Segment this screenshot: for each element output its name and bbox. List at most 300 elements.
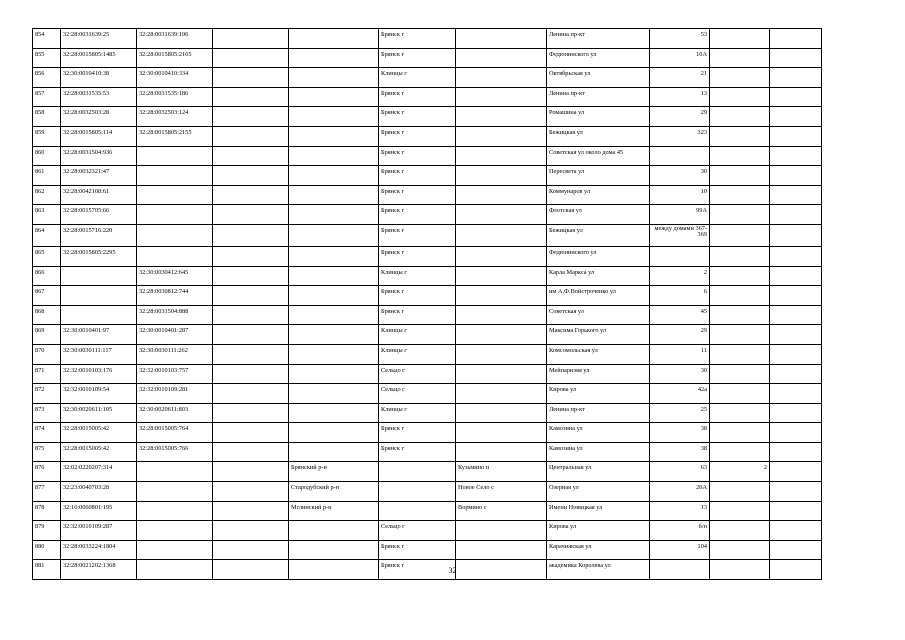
cell-house: 99А bbox=[650, 205, 710, 225]
cell-city: Клинцы г bbox=[379, 344, 456, 364]
cell-cadastral-number: 32:28:0015005:42 bbox=[61, 442, 137, 462]
cell-settlement bbox=[456, 286, 547, 306]
cell-row-number: 868 bbox=[33, 305, 61, 325]
cell-row-number: 854 bbox=[33, 29, 61, 49]
cell-object-cadastral-number: 32:28:0015005:766 bbox=[137, 442, 213, 462]
cell-settlement bbox=[456, 442, 547, 462]
cell-city: Брянск г bbox=[379, 29, 456, 49]
cell-building bbox=[710, 423, 770, 443]
cell-settlement bbox=[456, 521, 547, 541]
cell-col-11 bbox=[770, 146, 822, 166]
cell-house: 63 bbox=[650, 462, 710, 482]
cell-object-cadastral-number: 32:28:0015805:2165 bbox=[137, 48, 213, 68]
cell-street: Ромашина ул bbox=[547, 107, 650, 127]
cell-col-4 bbox=[213, 266, 289, 286]
cell-city: Сельцо г bbox=[379, 384, 456, 404]
cell-col-4 bbox=[213, 325, 289, 345]
cell-district bbox=[289, 442, 379, 462]
cell-row-number: 871 bbox=[33, 364, 61, 384]
cell-city: Брянск г bbox=[379, 87, 456, 107]
table-row bbox=[33, 540, 822, 560]
cell-object-cadastral-number: 32:28:0030812:744 bbox=[137, 286, 213, 306]
cell-house: б/н bbox=[650, 521, 710, 541]
cell-settlement bbox=[456, 305, 547, 325]
cell-district: Стародубский р-н bbox=[289, 482, 379, 502]
cell-house: 29 bbox=[650, 325, 710, 345]
cell-house: 30 bbox=[650, 166, 710, 186]
cell-object-cadastral-number: 32:28:0015805:2155 bbox=[137, 126, 213, 146]
cell-col-4 bbox=[213, 403, 289, 423]
cell-settlement bbox=[456, 344, 547, 364]
cell-street: Комсомольская ул bbox=[547, 344, 650, 364]
cell-col-11 bbox=[770, 266, 822, 286]
cell-district bbox=[289, 364, 379, 384]
cell-cadastral-number: 32:28:0015805:114 bbox=[61, 126, 137, 146]
cell-cadastral-number: 32:28:0032321:47 bbox=[61, 166, 137, 186]
cell-house: между домами 367-369 bbox=[650, 224, 710, 246]
cell-district bbox=[289, 266, 379, 286]
cell-building bbox=[710, 540, 770, 560]
table-row bbox=[33, 325, 822, 345]
table-row bbox=[33, 501, 822, 521]
cell-district bbox=[289, 146, 379, 166]
cell-object-cadastral-number bbox=[137, 462, 213, 482]
cell-street: Максима Горького ул bbox=[547, 325, 650, 345]
cell-col-11 bbox=[770, 48, 822, 68]
cell-cadastral-number: 32:30:0020611:105 bbox=[61, 403, 137, 423]
table-row bbox=[33, 266, 822, 286]
cell-row-number: 876 bbox=[33, 462, 61, 482]
cell-street: Федюнинского ул bbox=[547, 246, 650, 266]
cell-building bbox=[710, 166, 770, 186]
cell-city bbox=[379, 462, 456, 482]
cell-house bbox=[650, 146, 710, 166]
cell-object-cadastral-number bbox=[137, 185, 213, 205]
cell-col-4 bbox=[213, 48, 289, 68]
cell-col-11 bbox=[770, 501, 822, 521]
cell-city: Брянск г bbox=[379, 126, 456, 146]
cell-settlement bbox=[456, 29, 547, 49]
cell-house: 42а bbox=[650, 384, 710, 404]
cell-object-cadastral-number: 32:30:0020611:803 bbox=[137, 403, 213, 423]
cell-street: Октябрьская ул bbox=[547, 68, 650, 88]
cell-building bbox=[710, 344, 770, 364]
cell-cadastral-number: 32:28:0031504:936 bbox=[61, 146, 137, 166]
cell-house: 30 bbox=[650, 364, 710, 384]
cell-row-number: 866 bbox=[33, 266, 61, 286]
cell-house: 11 bbox=[650, 344, 710, 364]
cell-cadastral-number: 32:30:0030111:117 bbox=[61, 344, 137, 364]
cell-col-11 bbox=[770, 521, 822, 541]
cell-col-11 bbox=[770, 87, 822, 107]
cell-district bbox=[289, 87, 379, 107]
table-row bbox=[33, 423, 822, 443]
cell-city: Клинцы г bbox=[379, 325, 456, 345]
cell-cadastral-number: 32:23:0040703:28 bbox=[61, 482, 137, 502]
cell-street: Советская ул около дома 45 bbox=[547, 146, 650, 166]
cell-street: Озерная ул bbox=[547, 482, 650, 502]
cell-row-number: 858 bbox=[33, 107, 61, 127]
cell-settlement bbox=[456, 266, 547, 286]
cell-settlement bbox=[456, 185, 547, 205]
cell-house: 21 bbox=[650, 68, 710, 88]
cell-cadastral-number: 32:28:0042108:61 bbox=[61, 185, 137, 205]
cell-street: Федюнинского ул bbox=[547, 48, 650, 68]
cell-city: Клинцы г bbox=[379, 68, 456, 88]
cell-settlement bbox=[456, 126, 547, 146]
cell-row-number: 857 bbox=[33, 87, 61, 107]
cell-col-4 bbox=[213, 205, 289, 225]
cell-settlement bbox=[456, 403, 547, 423]
cell-city: Клинцы г bbox=[379, 403, 456, 423]
cell-col-11 bbox=[770, 384, 822, 404]
page-number: 32 bbox=[448, 566, 457, 575]
cell-building: 2 bbox=[710, 462, 770, 482]
registry-table bbox=[32, 28, 822, 580]
cell-street: Мейпариэвя ул bbox=[547, 364, 650, 384]
cell-settlement bbox=[456, 146, 547, 166]
cell-cadastral-number bbox=[61, 286, 137, 306]
cell-city: Клинцы г bbox=[379, 266, 456, 286]
cell-street: Коммунаров ул bbox=[547, 185, 650, 205]
table-row bbox=[33, 107, 822, 127]
table-row bbox=[33, 48, 822, 68]
cell-object-cadastral-number bbox=[137, 146, 213, 166]
cell-house: 2 bbox=[650, 266, 710, 286]
cell-col-11 bbox=[770, 29, 822, 49]
cell-row-number: 865 bbox=[33, 246, 61, 266]
table-row bbox=[33, 364, 822, 384]
cell-house: 13 bbox=[650, 501, 710, 521]
cell-col-4 bbox=[213, 185, 289, 205]
cell-street: Кирова ул bbox=[547, 521, 650, 541]
cell-house: 13 bbox=[650, 87, 710, 107]
cell-street: академика Королева ул bbox=[547, 560, 650, 580]
cell-building bbox=[710, 403, 770, 423]
cell-col-11 bbox=[770, 364, 822, 384]
cell-row-number: 859 bbox=[33, 126, 61, 146]
cell-col-4 bbox=[213, 482, 289, 502]
cell-cadastral-number: 32:28:0015805:1485 bbox=[61, 48, 137, 68]
cell-col-11 bbox=[770, 442, 822, 462]
cell-cadastral-number: 32:32:0010109:287 bbox=[61, 521, 137, 541]
cell-cadastral-number: 32:28:0031639:25 bbox=[61, 29, 137, 49]
cell-city: Брянск г bbox=[379, 540, 456, 560]
cell-col-4 bbox=[213, 107, 289, 127]
cell-building bbox=[710, 146, 770, 166]
table-row bbox=[33, 286, 822, 306]
cell-row-number: 874 bbox=[33, 423, 61, 443]
table-row bbox=[33, 246, 822, 266]
cell-col-4 bbox=[213, 423, 289, 443]
cell-col-11 bbox=[770, 107, 822, 127]
table-row bbox=[33, 126, 822, 146]
cell-col-4 bbox=[213, 540, 289, 560]
cell-row-number: 855 bbox=[33, 48, 61, 68]
cell-district bbox=[289, 403, 379, 423]
cell-col-11 bbox=[770, 224, 822, 246]
cell-object-cadastral-number bbox=[137, 482, 213, 502]
cell-col-4 bbox=[213, 305, 289, 325]
cell-street: Ленина пр-кт bbox=[547, 29, 650, 49]
cell-building bbox=[710, 364, 770, 384]
cell-col-4 bbox=[213, 146, 289, 166]
cell-row-number: 875 bbox=[33, 442, 61, 462]
cell-col-4 bbox=[213, 442, 289, 462]
cell-col-11 bbox=[770, 185, 822, 205]
cell-city: Сельцо г bbox=[379, 521, 456, 541]
cell-row-number: 862 bbox=[33, 185, 61, 205]
cell-object-cadastral-number: 32:32:0010109:281 bbox=[137, 384, 213, 404]
table-row bbox=[33, 87, 822, 107]
table-row bbox=[33, 384, 822, 404]
cell-city: Брянск г bbox=[379, 146, 456, 166]
cell-house bbox=[650, 246, 710, 266]
cell-col-11 bbox=[770, 166, 822, 186]
cell-col-4 bbox=[213, 462, 289, 482]
cell-col-4 bbox=[213, 126, 289, 146]
cell-city: Брянск г bbox=[379, 205, 456, 225]
cell-settlement bbox=[456, 364, 547, 384]
cell-settlement: Кузьмино п bbox=[456, 462, 547, 482]
cell-street: им А.Ф.Войстроченко ул bbox=[547, 286, 650, 306]
cell-cadastral-number: 32:30:0010410:38 bbox=[61, 68, 137, 88]
cell-settlement bbox=[456, 48, 547, 68]
cell-building bbox=[710, 501, 770, 521]
cell-district bbox=[289, 126, 379, 146]
cell-street: Ленина пр-кт bbox=[547, 403, 650, 423]
cell-city: Брянск г bbox=[379, 166, 456, 186]
cell-city: Брянск г bbox=[379, 442, 456, 462]
cell-settlement bbox=[456, 540, 547, 560]
cell-district bbox=[289, 205, 379, 225]
cell-col-11 bbox=[770, 68, 822, 88]
cell-house: 25 bbox=[650, 403, 710, 423]
cell-col-4 bbox=[213, 29, 289, 49]
cell-settlement: Вормино с bbox=[456, 501, 547, 521]
cell-city: Брянск г bbox=[379, 560, 456, 580]
table-row bbox=[33, 29, 822, 49]
cell-street: Карла Маркса ул bbox=[547, 266, 650, 286]
cell-object-cadastral-number: 32:28:0031504:888 bbox=[137, 305, 213, 325]
table-row bbox=[33, 344, 822, 364]
table-row bbox=[33, 146, 822, 166]
cell-row-number: 877 bbox=[33, 482, 61, 502]
cell-col-4 bbox=[213, 364, 289, 384]
cell-col-4 bbox=[213, 166, 289, 186]
cell-district bbox=[289, 305, 379, 325]
cell-object-cadastral-number: 32:28:0031535:186 bbox=[137, 87, 213, 107]
cell-house: 29 bbox=[650, 107, 710, 127]
cell-building bbox=[710, 266, 770, 286]
cell-object-cadastral-number: 32:30:0030111:262 bbox=[137, 344, 213, 364]
cell-building bbox=[710, 87, 770, 107]
cell-district bbox=[289, 521, 379, 541]
cell-district bbox=[289, 325, 379, 345]
cell-col-4 bbox=[213, 521, 289, 541]
cell-object-cadastral-number: 32:30:0010410:334 bbox=[137, 68, 213, 88]
cell-building bbox=[710, 286, 770, 306]
cell-house: 38 bbox=[650, 423, 710, 443]
table-row bbox=[33, 403, 822, 423]
cell-district bbox=[289, 224, 379, 246]
cell-district bbox=[289, 107, 379, 127]
cell-building bbox=[710, 126, 770, 146]
cell-object-cadastral-number bbox=[137, 246, 213, 266]
table-row bbox=[33, 224, 822, 246]
cell-object-cadastral-number: 32:32:0010103:757 bbox=[137, 364, 213, 384]
cell-cadastral-number: 32:28:0031535:53 bbox=[61, 87, 137, 107]
cell-row-number: 870 bbox=[33, 344, 61, 364]
table-row bbox=[33, 462, 822, 482]
cell-city bbox=[379, 501, 456, 521]
cell-col-11 bbox=[770, 286, 822, 306]
cell-col-4 bbox=[213, 286, 289, 306]
cell-row-number: 856 bbox=[33, 68, 61, 88]
cell-district bbox=[289, 344, 379, 364]
table-row bbox=[33, 442, 822, 462]
cell-settlement: Новое Село с bbox=[456, 482, 547, 502]
cell-settlement bbox=[456, 107, 547, 127]
table-row bbox=[33, 185, 822, 205]
cell-building bbox=[710, 68, 770, 88]
cell-object-cadastral-number bbox=[137, 224, 213, 246]
cell-cadastral-number: 32:30:0010401:97 bbox=[61, 325, 137, 345]
table-row bbox=[33, 166, 822, 186]
cell-object-cadastral-number bbox=[137, 166, 213, 186]
cell-settlement bbox=[456, 205, 547, 225]
table-row bbox=[33, 482, 822, 502]
cell-district bbox=[289, 246, 379, 266]
cell-col-11 bbox=[770, 126, 822, 146]
cell-city: Брянск г bbox=[379, 224, 456, 246]
cell-street: Центральная ул bbox=[547, 462, 650, 482]
cell-district bbox=[289, 29, 379, 49]
cell-district bbox=[289, 384, 379, 404]
cell-cadastral-number bbox=[61, 266, 137, 286]
cell-row-number: 872 bbox=[33, 384, 61, 404]
cell-cadastral-number: 32:28:0015805:2295 bbox=[61, 246, 137, 266]
cell-settlement bbox=[456, 246, 547, 266]
cell-settlement bbox=[456, 166, 547, 186]
cell-col-4 bbox=[213, 501, 289, 521]
cell-house: 10 bbox=[650, 185, 710, 205]
cell-house: 10А bbox=[650, 48, 710, 68]
cell-object-cadastral-number bbox=[137, 205, 213, 225]
cell-col-11 bbox=[770, 403, 822, 423]
cell-street: Пересвета ул bbox=[547, 166, 650, 186]
cell-row-number: 860 bbox=[33, 146, 61, 166]
cell-city: Брянск г bbox=[379, 286, 456, 306]
cell-settlement bbox=[456, 384, 547, 404]
cell-row-number: 879 bbox=[33, 521, 61, 541]
cell-object-cadastral-number: 32:28:0031639:106 bbox=[137, 29, 213, 49]
cell-object-cadastral-number: 32:28:0032503:124 bbox=[137, 107, 213, 127]
cell-row-number: 881 bbox=[33, 560, 61, 580]
cell-city: Брянск г bbox=[379, 305, 456, 325]
cell-city: Брянск г bbox=[379, 423, 456, 443]
cell-house: 38 bbox=[650, 442, 710, 462]
cell-city: Брянск г bbox=[379, 48, 456, 68]
cell-col-4 bbox=[213, 384, 289, 404]
cell-row-number: 861 bbox=[33, 166, 61, 186]
cell-street: Имени Новицкая ул bbox=[547, 501, 650, 521]
cell-district bbox=[289, 286, 379, 306]
cell-district bbox=[289, 166, 379, 186]
cell-object-cadastral-number: 32:30:0030412:645 bbox=[137, 266, 213, 286]
cell-building bbox=[710, 521, 770, 541]
cell-col-11 bbox=[770, 462, 822, 482]
cell-district: Мглинский р-н bbox=[289, 501, 379, 521]
cell-house: 6 bbox=[650, 286, 710, 306]
table-row bbox=[33, 205, 822, 225]
cell-cadastral-number: 32:32:0010103:176 bbox=[61, 364, 137, 384]
cell-city: Брянск г bbox=[379, 246, 456, 266]
cell-street: Камозина ул bbox=[547, 423, 650, 443]
cell-district bbox=[289, 185, 379, 205]
cell-col-11 bbox=[770, 325, 822, 345]
cell-cadastral-number: 32:32:0010109:54 bbox=[61, 384, 137, 404]
cell-cadastral-number: 32:28:0033224:1804 bbox=[61, 540, 137, 560]
cell-building bbox=[710, 305, 770, 325]
cell-house: 53 bbox=[650, 29, 710, 49]
table-row bbox=[33, 305, 822, 325]
cell-city bbox=[379, 482, 456, 502]
cell-row-number: 869 bbox=[33, 325, 61, 345]
cell-settlement bbox=[456, 224, 547, 246]
cell-house: 323 bbox=[650, 126, 710, 146]
cell-building bbox=[710, 325, 770, 345]
cell-cadastral-number: 32:28:0032503:28 bbox=[61, 107, 137, 127]
cell-district bbox=[289, 68, 379, 88]
cell-building bbox=[710, 185, 770, 205]
cell-row-number: 867 bbox=[33, 286, 61, 306]
cell-street: Карачижская ул bbox=[547, 540, 650, 560]
cell-house: 45 bbox=[650, 305, 710, 325]
cell-object-cadastral-number: 32:30:0010401:287 bbox=[137, 325, 213, 345]
cell-col-11 bbox=[770, 205, 822, 225]
cell-building bbox=[710, 384, 770, 404]
cell-row-number: 864 bbox=[33, 224, 61, 246]
cell-building bbox=[710, 205, 770, 225]
cell-cadastral-number: 32:16:0060801:195 bbox=[61, 501, 137, 521]
cell-cadastral-number: 32:28:0015705:66 bbox=[61, 205, 137, 225]
cell-street: Бежицкая ул bbox=[547, 224, 650, 246]
cell-city: Сельцо г bbox=[379, 364, 456, 384]
cell-col-4 bbox=[213, 68, 289, 88]
cell-house: 20А bbox=[650, 482, 710, 502]
cell-street: Флотская ул bbox=[547, 205, 650, 225]
cell-building bbox=[710, 224, 770, 246]
cell-city: Брянск г bbox=[379, 185, 456, 205]
cell-district: Брянский р-н bbox=[289, 462, 379, 482]
cell-building bbox=[710, 246, 770, 266]
cell-col-4 bbox=[213, 87, 289, 107]
cell-building bbox=[710, 107, 770, 127]
cell-street: Ленина пр-кт bbox=[547, 87, 650, 107]
cell-street: Советская ул bbox=[547, 305, 650, 325]
cell-building bbox=[710, 442, 770, 462]
cell-house: 104 bbox=[650, 540, 710, 560]
cell-street: Кирова ул bbox=[547, 384, 650, 404]
cell-street: Бежицкая ул bbox=[547, 126, 650, 146]
cell-row-number: 880 bbox=[33, 540, 61, 560]
cell-settlement bbox=[456, 68, 547, 88]
cell-city: Брянск г bbox=[379, 107, 456, 127]
cell-col-4 bbox=[213, 246, 289, 266]
cell-street: Камозина ул bbox=[547, 442, 650, 462]
cell-object-cadastral-number bbox=[137, 501, 213, 521]
